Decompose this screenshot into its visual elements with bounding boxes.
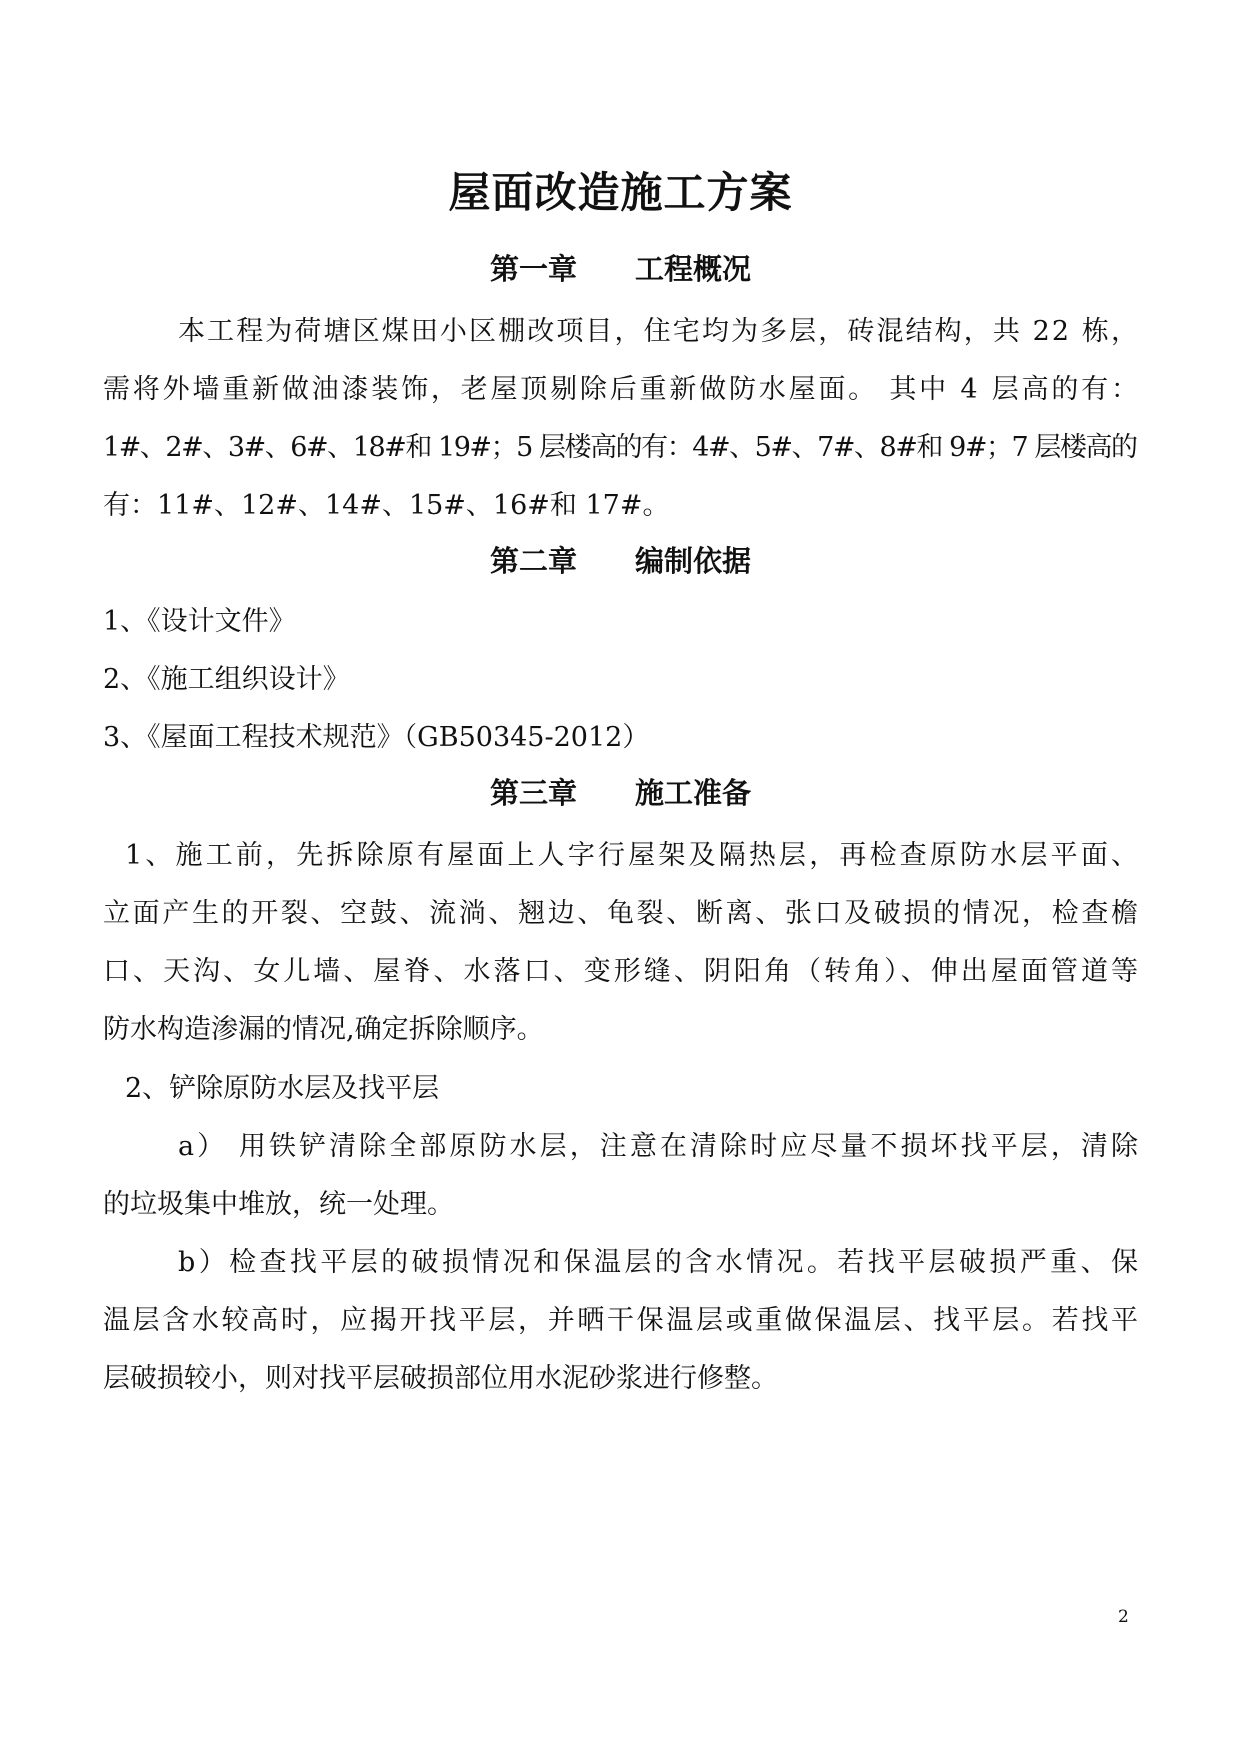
prep-item-a-line-1: a） 用铁铲清除全部原防水层，注意在清除时应尽量不损坏找平层，清除 xyxy=(178,1131,1142,1162)
prep-para-2: 2、铲除原防水层及找平层 xyxy=(125,1073,440,1104)
prep-item-b-line-2: 温层含水较高时，应揭开找平层，并晒干保温层或重做保温层、找平层。若找平 xyxy=(103,1305,1141,1336)
reference-item-1: 1、《设计文件》 xyxy=(103,606,296,637)
prep-para-1-line-4: 防水构造渗漏的情况,确定拆除顺序。 xyxy=(103,1014,544,1045)
chapter-1-line-3: 1#、2#、3#、6#、18#和 19#；5 层楼高的有：4#、5#、7#、8#和 9#；7 层楼高的 xyxy=(103,432,1137,463)
chapter-1-heading: 第一章 工程概况 xyxy=(489,252,751,286)
reference-item-2: 2、《施工组织设计》 xyxy=(103,664,350,695)
prep-para-1-line-1: 1、施工前，先拆除原有屋面上人字行屋架及隔热层，再检查原防水层平面、 xyxy=(125,840,1142,871)
prep-item-b-line-1: b）检查找平层的破损情况和保温层的含水情况。若找平层破损严重、保 xyxy=(178,1247,1142,1278)
prep-para-1-line-3: 口、天沟、女儿墙、屋脊、水落口、变形缝、阴阳角（转角）、伸出屋面管道等 xyxy=(103,956,1142,987)
reference-item-3: 3、《屋面工程技术规范》（GB50345-2012） xyxy=(103,722,650,753)
chapter-2-heading: 第二章 编制依据 xyxy=(489,544,751,578)
chapter-3-heading: 第三章 施工准备 xyxy=(489,776,751,810)
prep-item-b-line-3: 层破损较小，则对找平层破损部位用水泥砂浆进行修整。 xyxy=(103,1363,778,1394)
document-title: 屋面改造施工方案 xyxy=(448,168,793,217)
chapter-1-line-1: 本工程为荷塘区煤田小区棚改项目，住宅均为多层，砖混结构，共 22 栋， xyxy=(178,316,1141,347)
chapter-1-line-2: 需将外墙重新做油漆装饰，老屋顶剔除后重新做防水屋面。 其中 4 层高的有： xyxy=(103,374,1141,405)
prep-para-1-line-2: 立面产生的开裂、空鼓、流淌、翘边、龟裂、断离、张口及破损的情况，检查檐 xyxy=(103,898,1141,929)
chapter-1-line-4: 有：11#、12#、14#、15#、16#和 17#。 xyxy=(103,490,670,521)
prep-item-a-line-2: 的垃圾集中堆放，统一处理。 xyxy=(103,1189,454,1220)
page-number: 2 xyxy=(1118,1607,1129,1627)
